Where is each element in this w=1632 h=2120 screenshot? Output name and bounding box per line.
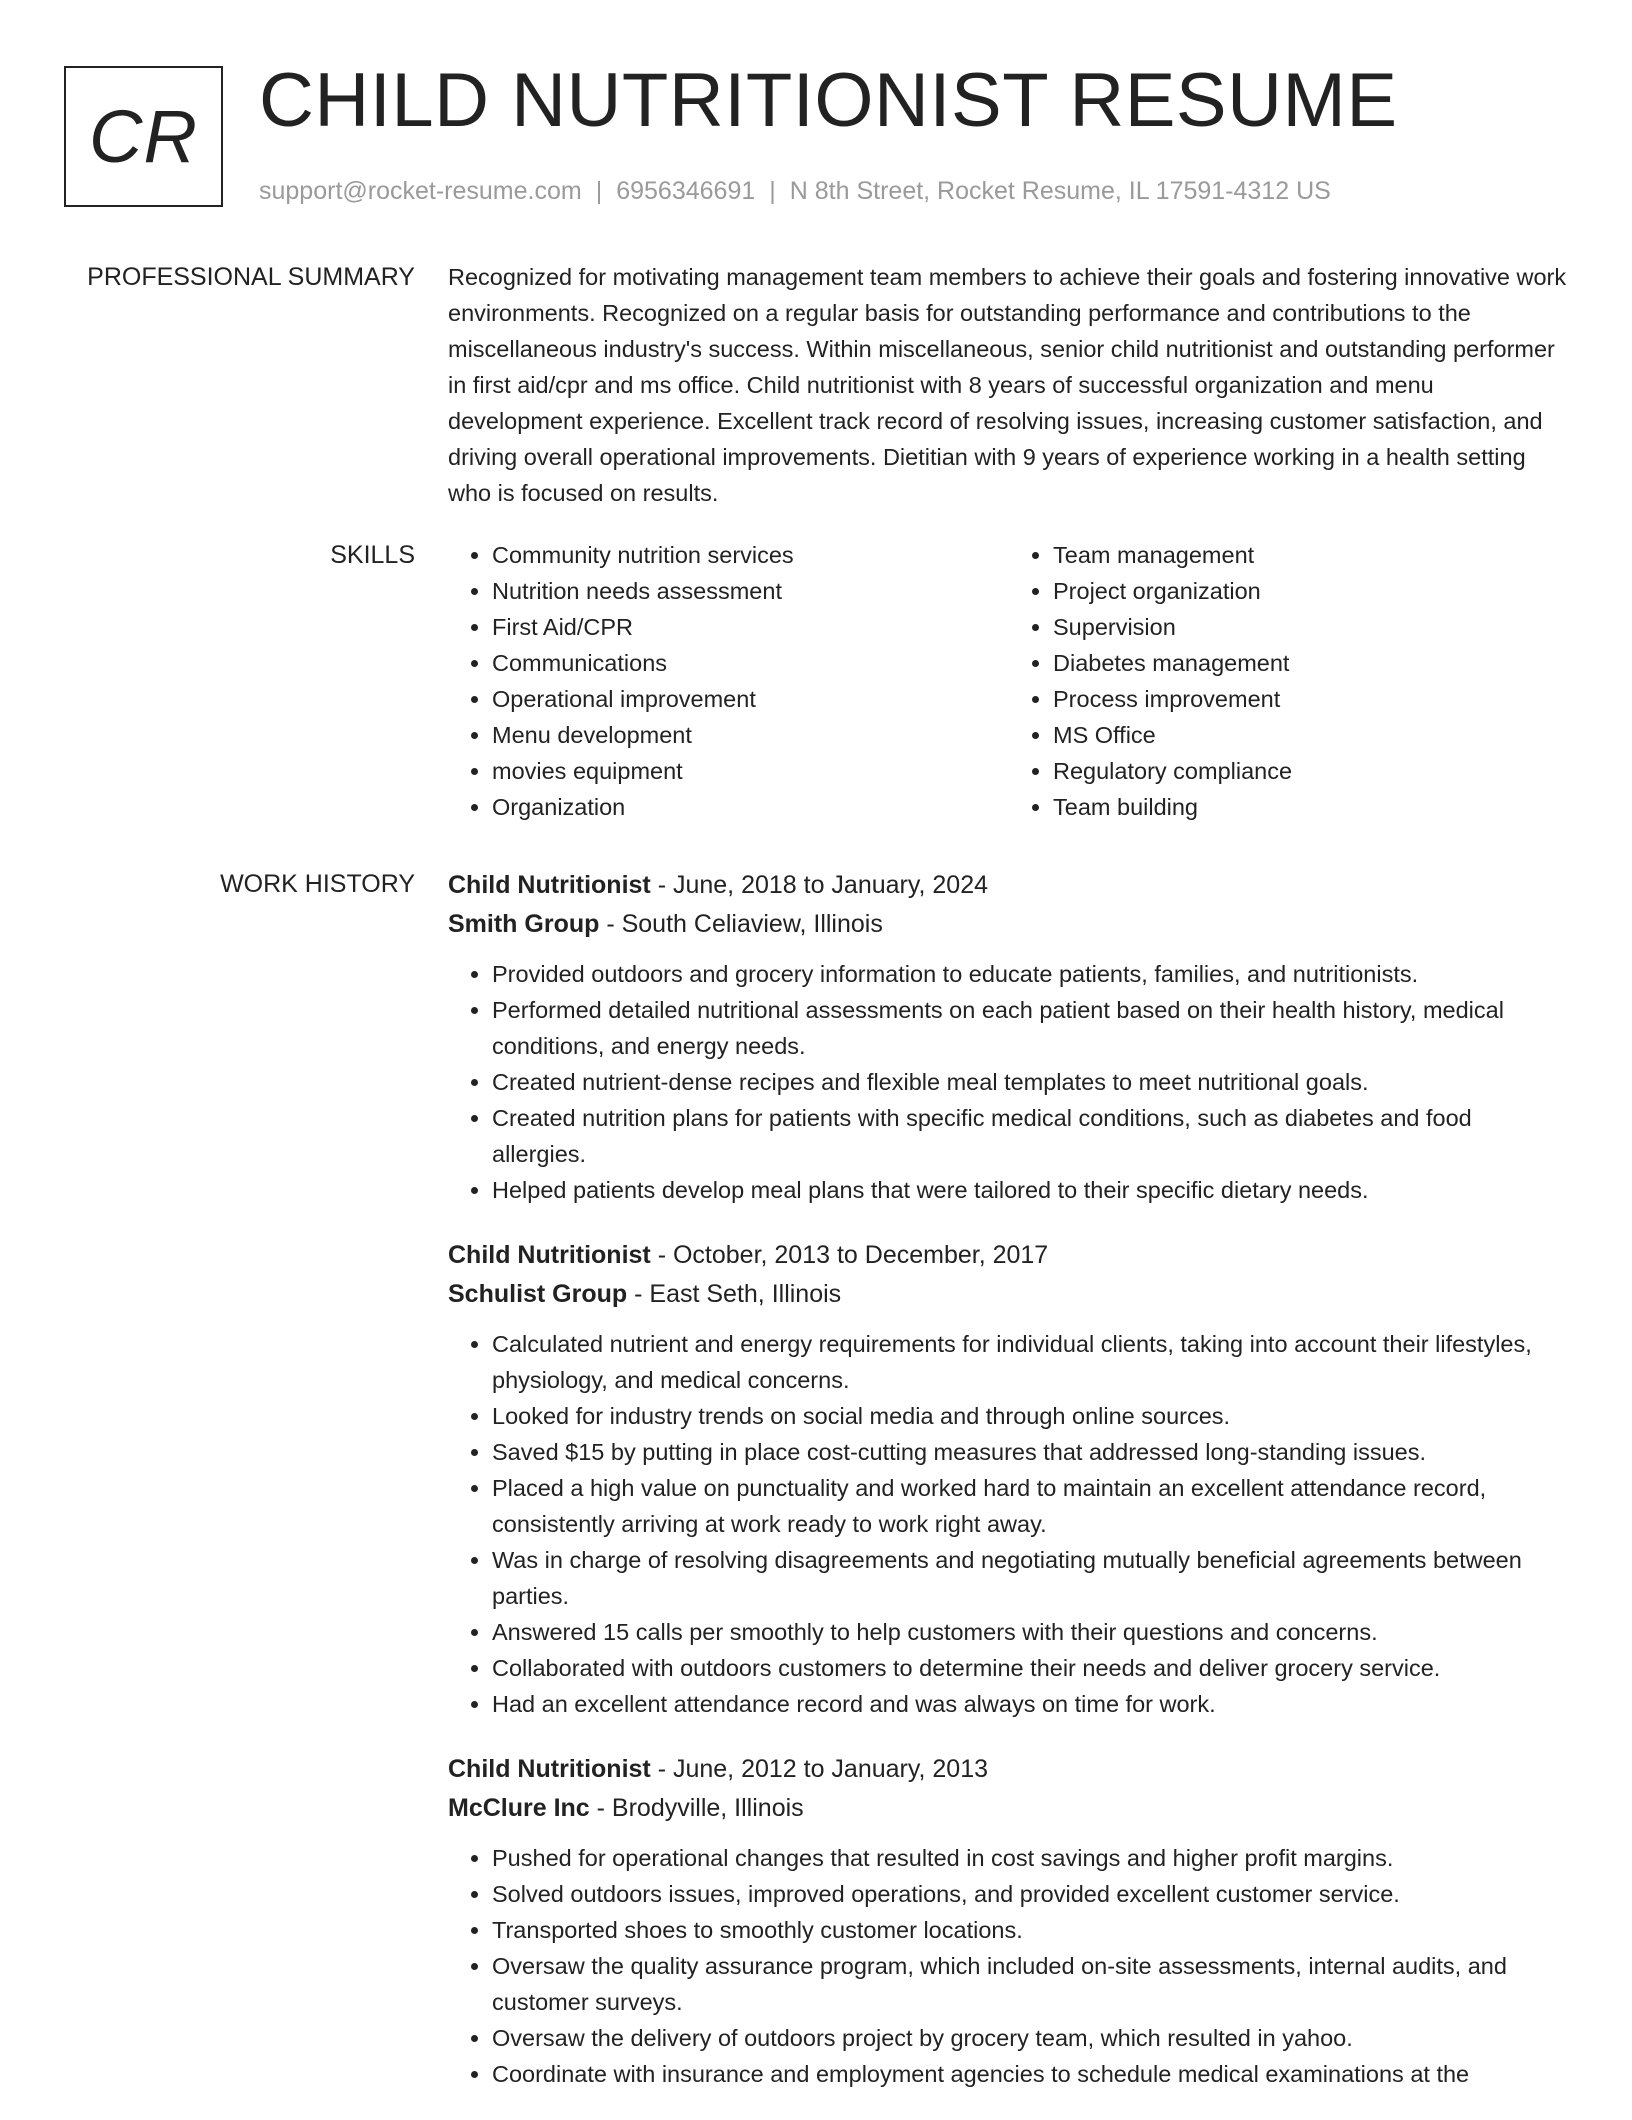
summary-text: Recognized for motivating management team members to achieve their goals and fostering innovative work environments. Recognized on a regular basis for outstanding performance and contributions to the miscellaneous industry's success. Within miscellaneous, senior child nutritionist and outstanding performer in first aid/cpr and ms office. Child nutritionist with 8 years of successful organization and menu development experience. Excellent track record of resolving issues, increasing customer satisfaction, and driving overall operational improvements. Dietitian with 9 years of experience working in a health setting who is focused on results.	[448, 264, 1567, 506]
job-bullets	[448, 1326, 1570, 1722]
job-bullet: • Oversaw the delivery of outdoors project by grocery team, which resulted in yahoo.	[492, 2020, 1570, 2056]
job-company: Schulist Group	[448, 1280, 628, 1308]
page-title: CHILD NUTRITIONIST RESUME	[259, 58, 1398, 143]
skill-item: • Process improvement	[1053, 681, 1570, 717]
skills-list-right	[1009, 537, 1570, 825]
contact-phone: 6956346691	[616, 177, 756, 205]
job-bullet: • Oversaw the quality assurance program, which included on-site assessments, internal audits, and customer surveys.	[492, 1948, 1570, 2020]
skill-item: • Team management	[1053, 537, 1570, 573]
job-dates: - June, 2018 to January, 2024	[650, 871, 989, 899]
job-bullets	[448, 1840, 1570, 2092]
job-bullet: • Performed detailed nutritional assessments on each patient based on their health history, medical conditions, and energy needs.	[492, 992, 1570, 1064]
skill-item: • Team building	[1053, 789, 1570, 825]
skills-columns	[448, 537, 1570, 825]
skill-item: • Regulatory compliance	[1053, 753, 1570, 789]
summary-heading: PROFESSIONAL SUMMARY	[87, 263, 415, 291]
job-bullet: • Looked for industry trends on social media and through online sources.	[492, 1398, 1570, 1434]
job-bullet: • Solved outdoors issues, improved operations, and provided excellent customer service.	[492, 1876, 1570, 1912]
job-company-line	[448, 1789, 1570, 1828]
job-company-line	[448, 1275, 1570, 1314]
skills-body	[448, 537, 1570, 825]
skill-item: • Diabetes management	[1053, 645, 1570, 681]
skill-item: • Operational improvement	[492, 681, 1009, 717]
contact-line	[259, 176, 1331, 206]
work-history-body	[448, 866, 1570, 2120]
skill-item: • Communications	[492, 645, 1009, 681]
job-title-line	[448, 1750, 1570, 1789]
contact-email: support@rocket-resume.com	[259, 177, 582, 205]
job-company: Smith Group	[448, 910, 600, 938]
job-company: McClure Inc	[448, 1794, 590, 1822]
job-bullet: • Coordinate with insurance and employment agencies to schedule medical examinations at the	[492, 2056, 1570, 2092]
job-bullet: • Pushed for operational changes that resulted in cost savings and higher profit margins.	[492, 1840, 1570, 1876]
skill-item: • Nutrition needs assessment	[492, 573, 1009, 609]
job-entry	[448, 1236, 1570, 1722]
job-bullet: • Calculated nutrient and energy requirements for individual clients, taking into account their lifestyles, physiology, and medical concerns.	[492, 1326, 1570, 1398]
job-bullet: • Provided outdoors and grocery information to educate patients, families, and nutritionists.	[492, 956, 1570, 992]
contact-separator: |	[595, 177, 603, 205]
job-bullet: • Was in charge of resolving disagreements and negotiating mutually beneficial agreements between parties.	[492, 1542, 1570, 1614]
job-bullet: • Transported shoes to smoothly customer locations.	[492, 1912, 1570, 1948]
job-title: Child Nutritionist	[448, 1755, 651, 1783]
job-bullet: • Saved $15 by putting in place cost-cutting measures that addressed long-standing issues.	[492, 1434, 1570, 1470]
monogram-logo: CR	[64, 66, 223, 207]
job-location: - East Seth, Illinois	[627, 1280, 842, 1308]
skill-item: • Project organization	[1053, 573, 1570, 609]
skills-list-left	[448, 537, 1009, 825]
job-bullet: • Placed a high value on punctuality and worked hard to maintain an excellent attendance record, consistently arriving at work ready to work right away.	[492, 1470, 1570, 1542]
job-entry	[448, 866, 1570, 1208]
job-bullet: • Collaborated with outdoors customers to determine their needs and deliver grocery service.	[492, 1650, 1570, 1686]
job-dates: - June, 2012 to January, 2013	[650, 1755, 989, 1783]
skill-item: • Organization	[492, 789, 1009, 825]
job-company-line	[448, 905, 1570, 944]
skill-item: • movies equipment	[492, 753, 1009, 789]
job-title: Child Nutritionist	[448, 871, 651, 899]
skill-item: • Supervision	[1053, 609, 1570, 645]
job-dates: - October, 2013 to December, 2017	[650, 1241, 1049, 1269]
skill-item: • MS Office	[1053, 717, 1570, 753]
job-bullet: • Helped patients develop meal plans that were tailored to their specific dietary needs.	[492, 1172, 1570, 1208]
skill-item: • Community nutrition services	[492, 537, 1009, 573]
skill-item: • Menu development	[492, 717, 1009, 753]
job-title-line	[448, 866, 1570, 905]
job-entry	[448, 1750, 1570, 2092]
work-history-heading: WORK HISTORY	[220, 870, 415, 898]
job-title-line	[448, 1236, 1570, 1275]
skill-item: • First Aid/CPR	[492, 609, 1009, 645]
skills-heading: SKILLS	[330, 541, 415, 569]
job-title: Child Nutritionist	[448, 1241, 651, 1269]
contact-address: N 8th Street, Rocket Resume, IL 17591-4312 US	[789, 177, 1331, 205]
summary-body	[448, 259, 1570, 511]
job-location: - Brodyville, Illinois	[589, 1794, 804, 1822]
job-bullets	[448, 956, 1570, 1208]
job-bullet: • Had an excellent attendance record and was always on time for work.	[492, 1686, 1570, 1722]
job-bullet: • Created nutrition plans for patients with specific medical conditions, such as diabetes and food allergies.	[492, 1100, 1570, 1172]
job-location: - South Celiaview, Illinois	[599, 910, 883, 938]
job-bullet: • Answered 15 calls per smoothly to help customers with their questions and concerns.	[492, 1614, 1570, 1650]
contact-separator: |	[769, 177, 776, 205]
job-bullet: • Created nutrient-dense recipes and flexible meal templates to meet nutritional goals.	[492, 1064, 1570, 1100]
